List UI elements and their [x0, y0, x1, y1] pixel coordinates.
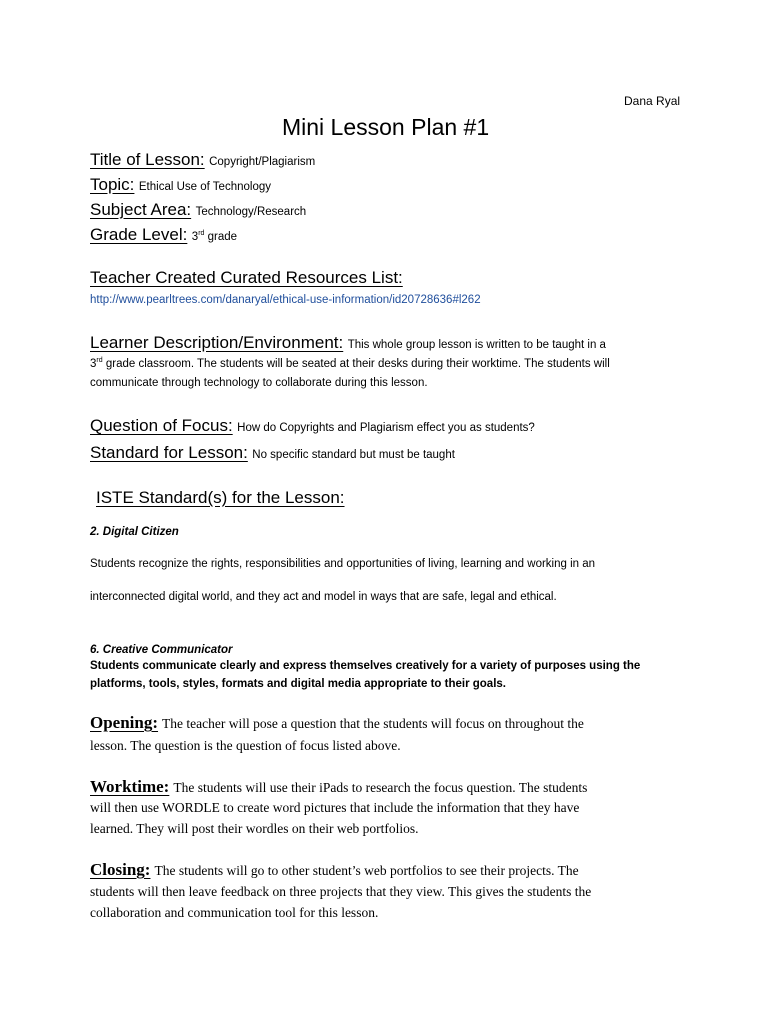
learner-grade-superscript: rd — [96, 357, 103, 364]
opening-label: Opening: — [90, 713, 159, 732]
worktime-line-2: will then use WORDLE to create word pictures that include the information that they have — [90, 800, 580, 815]
iste-standard-2-text-2: platforms, tools, styles, formats and digital media appropriate to their goals. — [90, 678, 506, 690]
opening-line-2: lesson. The question is the question of focus listed above. — [90, 738, 401, 753]
field-title-of-lesson — [90, 150, 315, 170]
closing-line-3: collaboration and communication tool for this lesson. — [90, 905, 379, 920]
author-name: Dana Ryal — [624, 94, 681, 108]
field-value — [192, 231, 237, 243]
resources-heading: Teacher Created Curated Resources List: — [90, 268, 403, 287]
iste-standard-1-text-2: interconnected digital world, and they act and model in ways that are safe, legal and ethical. — [90, 591, 557, 603]
closing-label: Closing: — [90, 860, 151, 879]
opening-line-1 — [90, 713, 584, 733]
field-value: Technology/Research — [195, 206, 307, 218]
learner-text: This whole group lesson is written to be taught in a — [347, 339, 606, 351]
closing-line-1 — [90, 860, 579, 880]
grade-suffix: grade — [207, 231, 238, 243]
field-subject-area — [90, 200, 306, 220]
question-of-focus — [90, 416, 535, 436]
standard-value: No specific standard but must be taught — [252, 449, 455, 461]
page-title: Mini Lesson Plan #1 — [282, 114, 490, 140]
standard-label: Standard for Lesson: — [90, 443, 248, 462]
field-label: Subject Area: — [90, 200, 192, 219]
question-label: Question of Focus: — [90, 416, 233, 435]
field-label: Topic: — [90, 175, 135, 194]
worktime-line-3: learned. They will post their wordles on their web portfolios. — [90, 821, 419, 836]
field-label: Grade Level: — [90, 225, 188, 244]
field-value: Copyright/Plagiarism — [209, 156, 316, 168]
opening-text: The teacher will pose a question that the students will focus on throughout the — [162, 716, 584, 731]
field-label: Title of Lesson: — [90, 150, 205, 169]
field-topic — [90, 175, 271, 195]
question-value: How do Copyrights and Plagiarism effect you as students? — [237, 422, 535, 434]
field-value: Ethical Use of Technology — [138, 181, 271, 193]
grade-superscript: rd — [198, 230, 205, 238]
learner-line-3: communicate through technology to collaborate during this lesson. — [90, 377, 428, 389]
worktime-text: The students will use their iPads to research the focus question. The students — [173, 780, 588, 795]
resources-link[interactable]: http://www.pearltrees.com/danaryal/ethical-use-information/id20728636#l262 — [90, 294, 481, 306]
iste-standard-1-title: 2. Digital Citizen — [90, 526, 179, 538]
closing-line-2: students will then leave feedback on three projects that they view. This gives the students the — [90, 884, 592, 899]
field-grade-level — [90, 225, 237, 245]
learner-grade-number: 3 — [90, 357, 97, 370]
learner-text: grade classroom. The students will be seated at their desks during their worktime. The students will — [105, 357, 610, 370]
closing-text: The students will go to other student’s web portfolios to see their projects. The — [154, 863, 579, 878]
grade-number: 3 — [191, 231, 199, 243]
worktime-label: Worktime: — [90, 777, 170, 796]
iste-standard-2-title: 6. Creative Communicator — [90, 644, 233, 656]
worktime-line-1 — [90, 777, 587, 797]
learner-line-1 — [90, 333, 606, 353]
iste-standard-2-text-1: Students communicate clearly and express themselves creatively for a variety of purposes using the — [90, 660, 641, 672]
standard-for-lesson — [90, 443, 455, 463]
iste-standard-1-text-1: Students recognize the rights, responsibilities and opportunities of living, learning and working in an — [90, 558, 596, 570]
iste-heading: ISTE Standard(s) for the Lesson: — [96, 488, 345, 507]
learner-label: Learner Description/Environment: — [90, 333, 344, 352]
learner-line-2 — [90, 357, 610, 370]
